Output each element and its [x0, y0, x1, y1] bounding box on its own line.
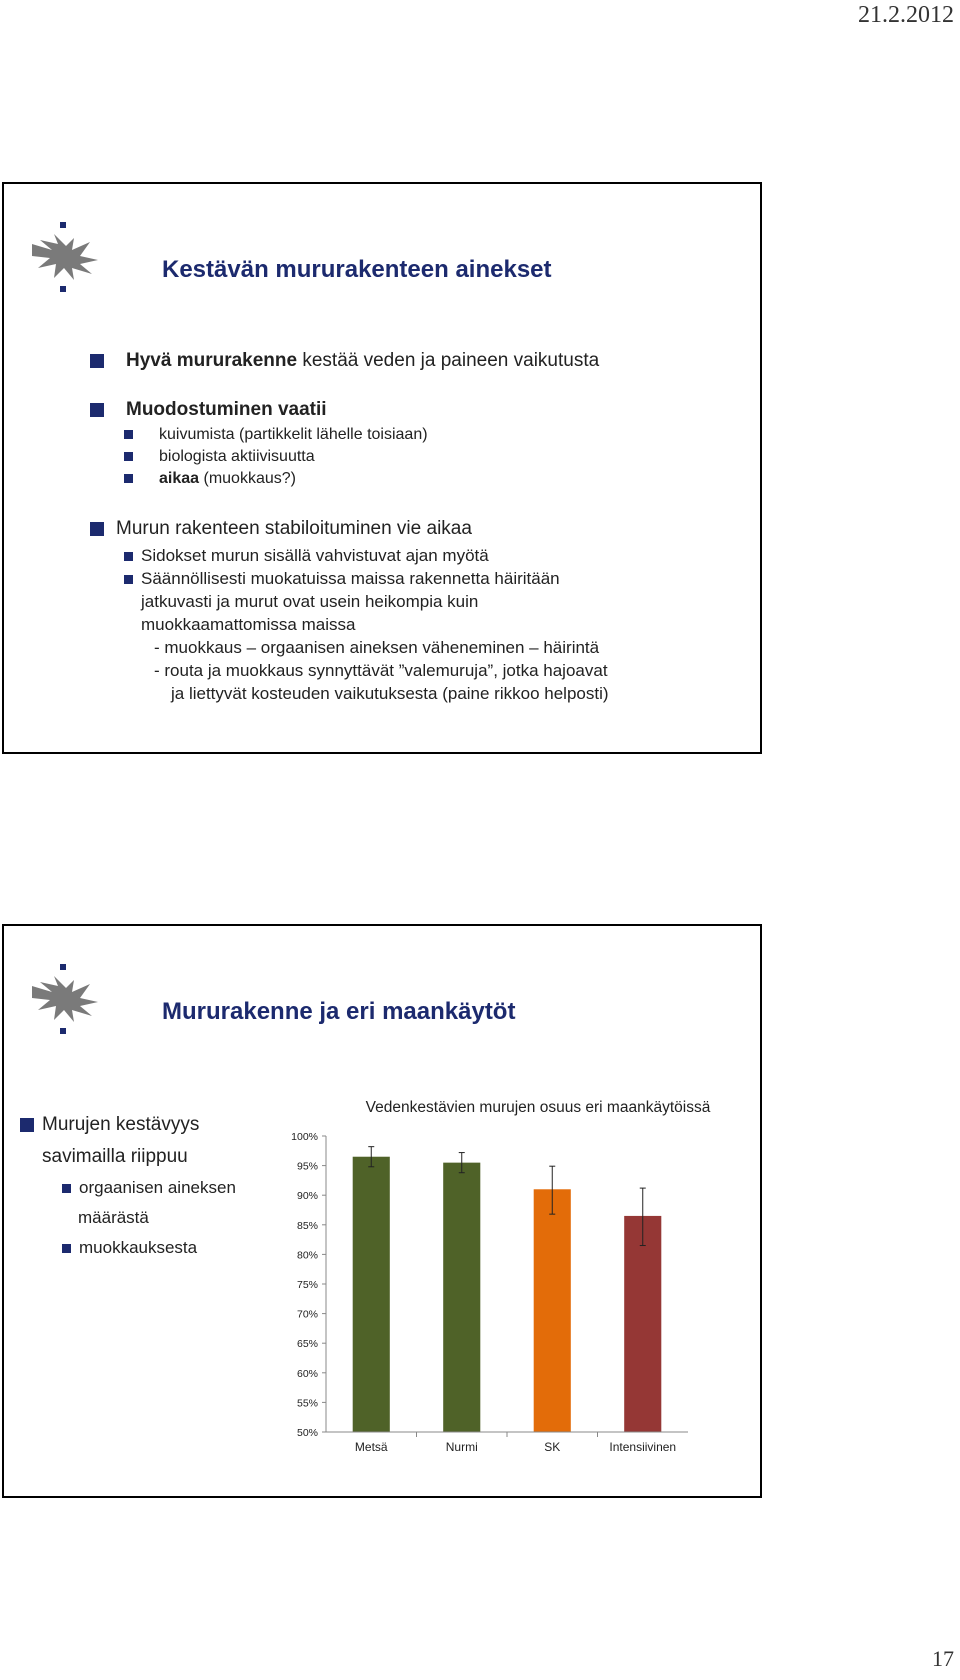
sub-bullet-continuation: jatkuvasti ja murut ovat usein heikompia kuin — [141, 592, 479, 611]
date-stamp: 21.2.2012 — [858, 2, 954, 28]
sub-bullet-text: orgaanisen aineksen — [79, 1178, 236, 1197]
bullet-1-text: kestää veden ja paineen vaikutusta — [297, 350, 600, 371]
sub-bullet — [62, 1238, 197, 1258]
sub-bullet-text: kuivumista (partikkelit lähelle toisiaan) — [159, 426, 428, 443]
chart — [262, 1092, 722, 1462]
slide-2-title: Mururakenne ja eri maankäytöt — [162, 998, 516, 1025]
slide-1-title: Kestävän mururakenteen ainekset — [162, 256, 552, 283]
y-tick-label: 80% — [296, 1249, 318, 1262]
bullet-square-icon — [124, 575, 133, 584]
bar — [624, 1216, 661, 1432]
sub-bullet-continuation: määrästä — [78, 1208, 149, 1227]
bullet-1-continuation: savimailla riippuu — [42, 1146, 188, 1167]
bullet-square-icon — [124, 430, 133, 439]
dash-item: - muokkaus – orgaanisen aineksen väheneminen – häirintä — [154, 638, 600, 657]
bullet-square-icon — [124, 474, 133, 483]
bullet-square-icon — [90, 354, 104, 368]
university-logo-icon — [30, 964, 102, 1036]
y-tick-label: 95% — [296, 1160, 318, 1173]
y-tick-label: 85% — [296, 1219, 318, 1232]
sub-bullet — [62, 1178, 236, 1198]
y-tick-label: 70% — [296, 1308, 318, 1321]
university-logo-icon — [30, 222, 102, 294]
slide-1 — [2, 182, 762, 754]
bullet-2-text: Muodostuminen vaatii — [126, 399, 327, 420]
x-tick-label: Metsä — [354, 1440, 388, 1454]
bullet-square-icon — [124, 452, 133, 461]
bar — [534, 1189, 571, 1432]
bullet-2 — [90, 399, 327, 421]
sub-bullet-text: (muokkaus?) — [199, 470, 296, 487]
x-tick-label: SK — [544, 1440, 561, 1454]
dash-item: - routa ja muokkaus synnyttävät ”valemuruja”, jotka hajoavat — [154, 661, 608, 680]
bullet-1 — [90, 350, 599, 372]
bullet-square-icon — [62, 1244, 71, 1253]
bar — [443, 1163, 480, 1432]
y-tick-label: 75% — [296, 1279, 318, 1291]
y-tick-label: 65% — [296, 1338, 318, 1351]
sub-bullet — [124, 569, 560, 589]
bullet-1 — [20, 1114, 199, 1136]
x-tick-label: Nurmi — [445, 1440, 478, 1454]
bullet-3 — [90, 518, 472, 540]
bullet-square-icon — [90, 522, 104, 536]
sub-bullet-text: muokkauksesta — [79, 1238, 198, 1257]
chart-title: Vedenkestävien murujen osuus eri maankäytöissä — [365, 1099, 711, 1116]
y-tick-label: 50% — [296, 1427, 318, 1439]
sub-bullet-text: Säännöllisesti muokatuissa maissa rakennetta häiritään — [141, 569, 560, 588]
bullet-square-icon — [90, 403, 104, 417]
bar — [353, 1157, 390, 1432]
sub-bullet-bold: aikaa — [159, 470, 200, 487]
y-tick-label: 60% — [296, 1367, 318, 1380]
bullet-1-bold: Hyvä mururakenne — [126, 350, 298, 371]
sub-bullet — [124, 546, 489, 566]
sub-bullet — [124, 426, 428, 444]
sub-bullet-text: Sidokset murun sisällä vahvistuvat ajan myötä — [141, 546, 489, 565]
sub-bullet — [124, 470, 296, 488]
bullet-1-text: Murujen kestävyys — [42, 1114, 200, 1135]
x-tick-label: Intensiivinen — [609, 1440, 677, 1454]
bullet-3-text: Murun rakenteen stabiloituminen vie aikaa — [116, 518, 472, 539]
bullet-square-icon — [62, 1184, 71, 1193]
sub-bullet-text: biologista aktiivisuutta — [159, 448, 315, 465]
y-tick-label: 90% — [296, 1190, 318, 1203]
bullet-square-icon — [124, 552, 133, 561]
dash-item-continuation: ja liettyvät kosteuden vaikutuksesta (paine rikkoo helposti) — [171, 684, 609, 703]
bullet-square-icon — [20, 1118, 34, 1132]
y-tick-label: 55% — [296, 1397, 318, 1410]
sub-bullet — [124, 448, 315, 466]
page-number: 17 — [932, 1646, 954, 1671]
sub-bullet-continuation: muokkaamattomissa maissa — [141, 615, 356, 634]
y-tick-label: 100% — [291, 1131, 318, 1143]
